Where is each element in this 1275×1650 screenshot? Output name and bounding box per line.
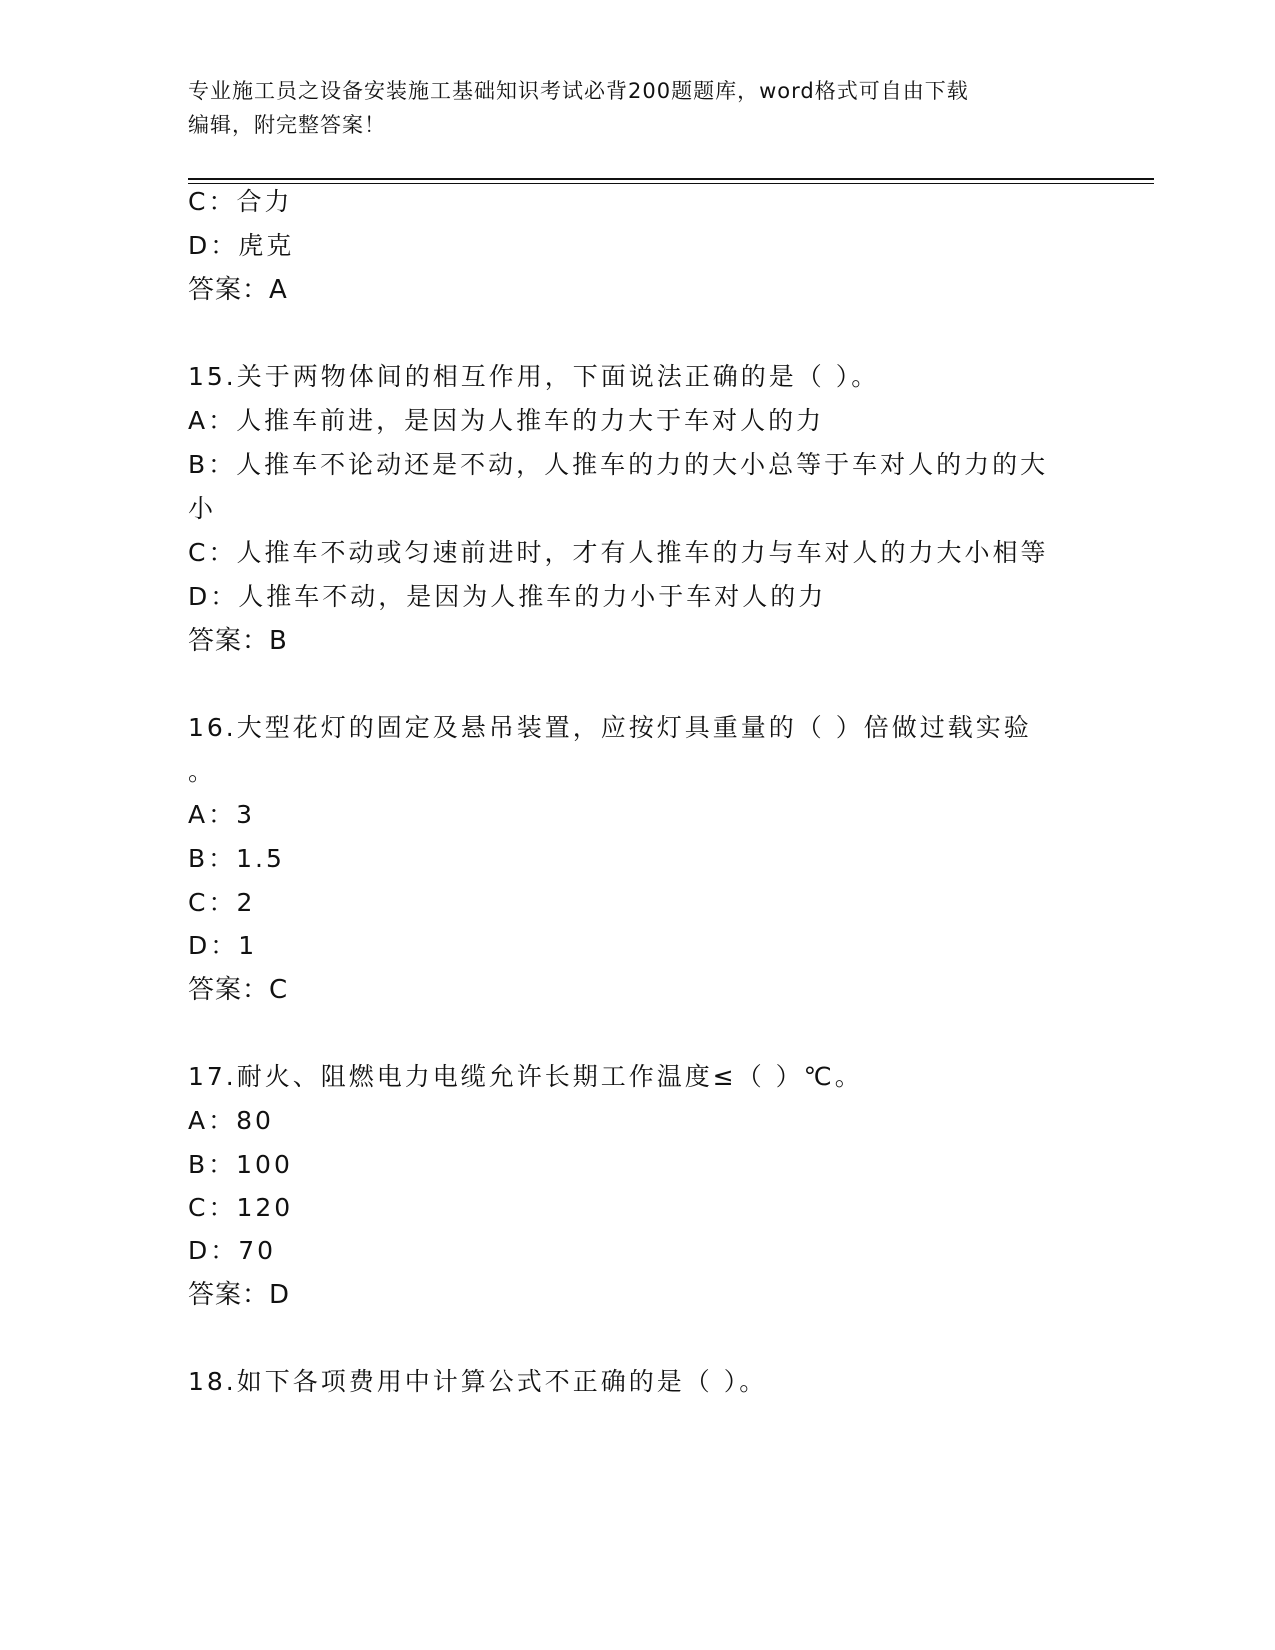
q17-option-c: C：120 — [188, 1193, 294, 1222]
header-title-line-2: 编辑，附完整答案！ — [188, 113, 386, 137]
q16-option-c: C：2 — [188, 888, 256, 917]
q15-option-d: D：人推车不动，是因为人推车的力小于车对人的力 — [188, 582, 827, 611]
document-header — [188, 74, 1088, 142]
header-divider-thin — [188, 183, 1154, 184]
q17-option-a: A：80 — [188, 1106, 274, 1135]
q16-option-b: B：1.5 — [188, 844, 285, 873]
q17-question: 17.耐火、阻燃电力电缆允许长期工作温度≤（ ）℃。 — [188, 1062, 863, 1091]
header-title-line-1: 专业施工员之设备安装施工基础知识考试必背200题题库，word格式可自由下载 — [188, 79, 969, 103]
q15-option-a: A：人推车前进，是因为人推车的力大于车对人的力 — [188, 406, 825, 435]
header-divider-thick — [188, 178, 1154, 180]
q14-option-c: C：合力 — [188, 187, 293, 216]
q17-option-d: D：70 — [188, 1236, 277, 1265]
q16-option-d: D：1 — [188, 931, 258, 960]
q15-answer: 答案：B — [188, 626, 288, 656]
q16-answer: 答案：C — [188, 975, 289, 1005]
q16-option-a: A：3 — [188, 800, 256, 829]
q14-option-d: D：虎克 — [188, 231, 295, 260]
q15-option-b-line-1: B：人推车不论动还是不动，人推车的力的大小总等于车对人的力的大 — [188, 450, 1049, 479]
q16-question-line-1: 16.大型花灯的固定及悬吊装置，应按灯具重量的（ ）倍做过载实验 — [188, 713, 1032, 742]
q15-option-c: C：人推车不动或匀速前进时，才有人推车的力与车对人的力大小相等 — [188, 538, 1049, 567]
q14-answer: 答案：A — [188, 275, 288, 305]
q15-option-b-line-2: 小 — [188, 494, 217, 523]
q18-question: 18.如下各项费用中计算公式不正确的是（ ）。 — [188, 1367, 768, 1396]
q17-option-b: B：100 — [188, 1150, 293, 1179]
q15-question: 15.关于两物体间的相互作用，下面说法正确的是（ ）。 — [188, 362, 880, 391]
q16-question-line-2: 。 — [188, 757, 217, 786]
q17-answer: 答案：D — [188, 1280, 291, 1310]
